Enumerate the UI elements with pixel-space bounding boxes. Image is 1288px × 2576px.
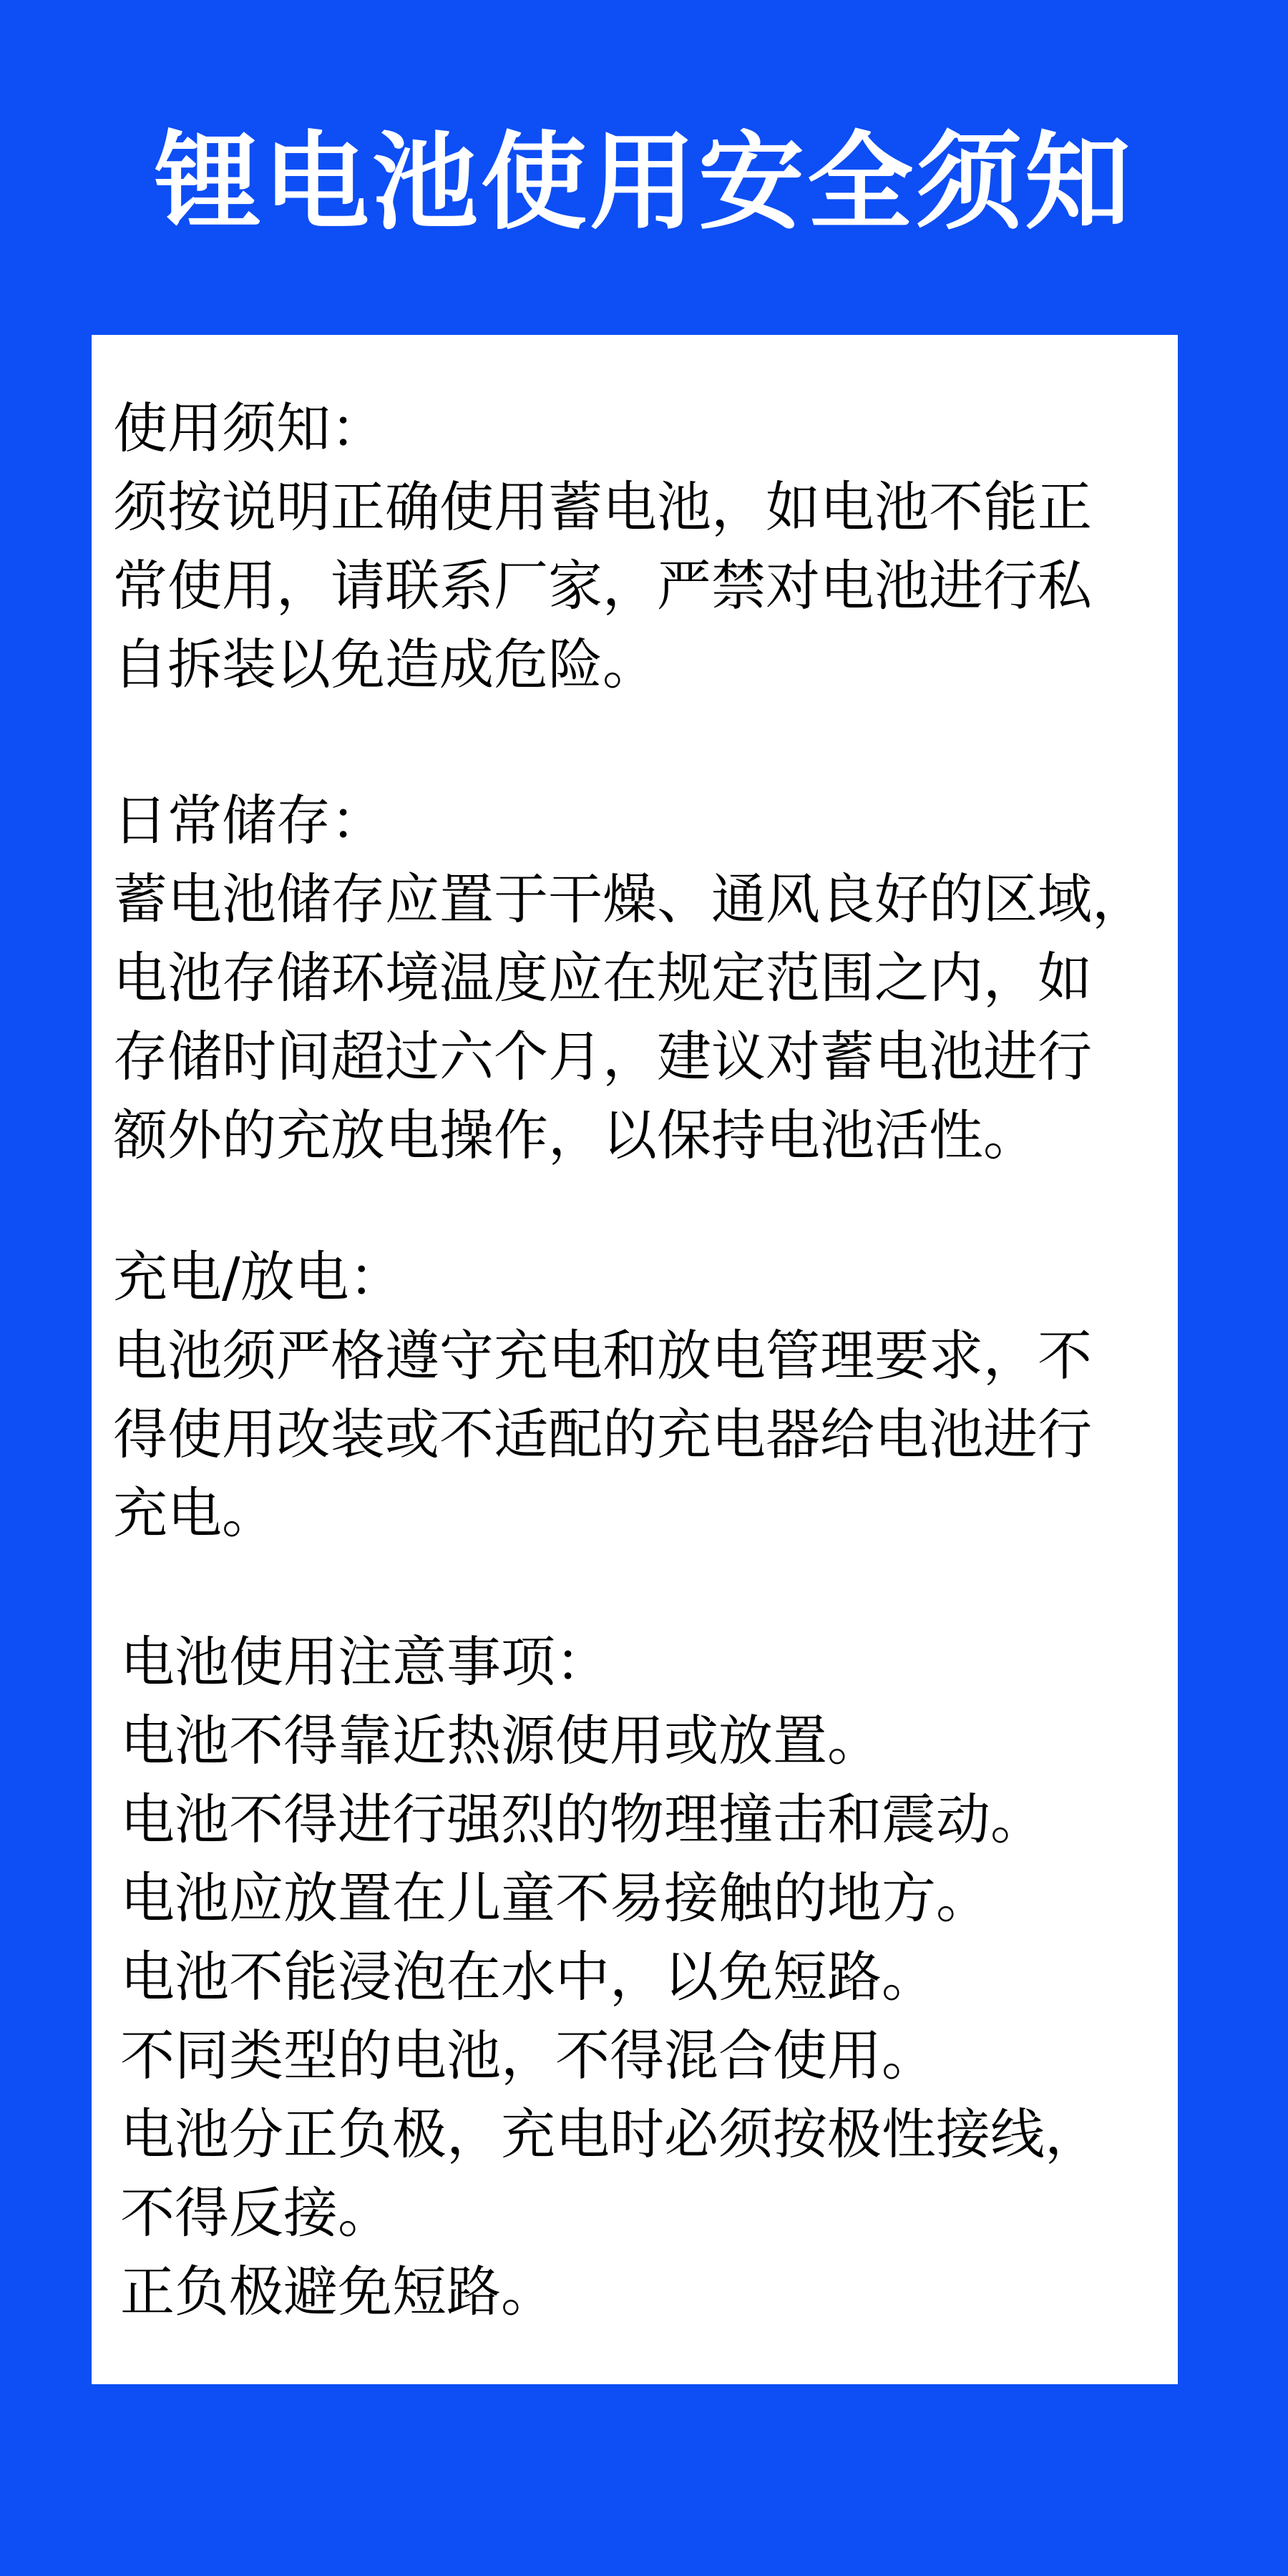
section-line: 常使用，请联系厂家，严禁对电池进行私 xyxy=(113,554,1092,618)
section-line: 电池不能浸泡在水中，以免短路。 xyxy=(120,1945,936,2009)
notice-panel xyxy=(92,335,1178,2384)
section-usage xyxy=(113,389,1186,704)
section-line: 充电。 xyxy=(113,1481,276,1545)
section-line: 电池不得进行强烈的物理撞击和震动。 xyxy=(120,1787,1045,1851)
section-line: 额外的充放电操作，以保持电池活性。 xyxy=(113,1103,1038,1167)
section-line: 电池须严格遵守充电和放电管理要求，不 xyxy=(113,1324,1092,1387)
section-line: 不得反接。 xyxy=(120,2181,392,2245)
section-line: 得使用改装或不适配的充电器给电池进行 xyxy=(113,1402,1092,1466)
section-line: 正负极避免短路。 xyxy=(120,2260,555,2323)
section-line: 电池不得靠近热源使用或放置。 xyxy=(120,1709,882,1772)
section-charge-discharge xyxy=(113,1238,1186,1553)
section-precautions xyxy=(120,1623,1194,2331)
page-title: 锂电池使用安全须知 xyxy=(155,121,1133,244)
section-line: 不同类型的电池，不得混合使用。 xyxy=(120,2024,936,2087)
section-heading: 使用须知： xyxy=(113,396,385,460)
section-storage xyxy=(113,781,1186,1175)
section-line: 存储时间超过六个月，建议对蓄电池进行 xyxy=(113,1025,1092,1088)
section-heading: 充电/放电： xyxy=(113,1245,404,1309)
section-line: 蓄电池储存应置于干燥、通风良好的区域， xyxy=(113,867,1146,931)
section-line: 电池存储环境温度应在规定范围之内，如 xyxy=(113,946,1092,1010)
section-heading: 日常储存： xyxy=(113,789,385,852)
section-line: 电池应放置在儿童不易接触的地方。 xyxy=(120,1866,990,1930)
section-line: 须按说明正确使用蓄电池，如电池不能正 xyxy=(113,475,1092,539)
section-line: 自拆装以免造成危险。 xyxy=(113,633,657,696)
section-heading: 电池使用注意事项： xyxy=(120,1630,610,1694)
section-line: 电池分正负极，充电时必须按极性接线， xyxy=(120,2102,1099,2166)
